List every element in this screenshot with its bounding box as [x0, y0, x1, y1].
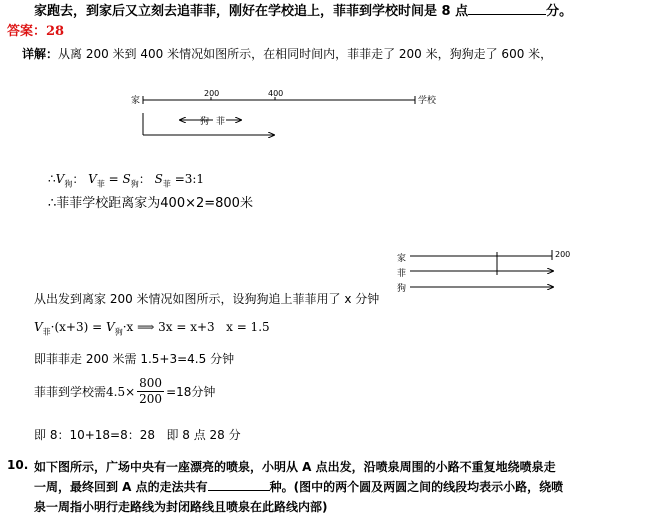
final-line [34, 426, 241, 443]
fraction-numerator: 800 [139, 376, 163, 390]
fig2-home-label: 家 [397, 254, 407, 264]
fig1-fei-label: 菲 [216, 117, 226, 127]
fig1-dog-label: 狗 [200, 117, 210, 127]
answer-label: 答案： [7, 24, 47, 39]
fig1-tick-400: 400 [268, 89, 284, 98]
s-fei: S [154, 172, 163, 186]
fig2-fei-label: 菲 [397, 269, 407, 279]
distance-line: ∴菲菲学校距离家为400×2=800米 [48, 196, 253, 211]
fig1-home-label: 家 [131, 96, 141, 106]
problem10-line2 [34, 478, 563, 495]
fig1-tick-200: 200 [204, 89, 220, 98]
eq-mid: ·x ⟹ 3x = x+3 [122, 320, 215, 334]
eq-v-fei: V [34, 320, 43, 334]
problem10-blank [208, 478, 270, 491]
final-line-a: 即 8：10+18=8：28 [34, 428, 156, 442]
school-time-pre: 菲菲到学校需 [34, 385, 107, 399]
eq-v-dog: V [106, 320, 115, 334]
detail-label: 详解： [22, 47, 59, 61]
v-fei-sub: 菲 [96, 179, 105, 189]
ratio-colon-2: ： [138, 172, 151, 186]
problem10-line1: 如下图所示，广场中央有一座漂亮的喷泉，小明从 A 点出发，沿喷泉周围的小路不重复地绕喷泉走 [34, 460, 556, 474]
fig2-dog-label: 狗 [397, 284, 407, 294]
problem10-line2b: 种。(图中的两个圆及两圆之间的线段均表示小路，绕喷 [269, 480, 564, 494]
eq-solution: x = 1.5 [226, 320, 270, 334]
school-time-a: 4.5× [106, 384, 136, 399]
problem9-tail-unit: 分。 [546, 4, 573, 19]
fei-time-line: 即菲菲走 200 米需 1.5+3=4.5 分钟 [34, 352, 235, 366]
problem10-number: 10. [7, 458, 29, 472]
ratio-colon: ： [72, 172, 85, 186]
detail-text: 从离 200 米到 400 米情况如图所示，在相同时间内，菲菲走了 200 米，狗狗走了 600 米， [58, 47, 553, 61]
problem10-line2a: 一周，最终回到 A 点的走法共有 [34, 480, 208, 494]
school-time-line [34, 376, 215, 407]
eq-v-dog-sub: 狗 [114, 327, 123, 337]
eq-1: = [108, 172, 119, 186]
eq-2: = [174, 172, 185, 186]
school-time-fraction [137, 376, 164, 407]
from-start-line: 从出发到离家 200 米情况如图所示，设狗狗追上菲菲用了 x 分钟 [34, 292, 380, 306]
equation-line [34, 320, 270, 337]
s-dog: S [122, 172, 131, 186]
v-dog-sub: 狗 [64, 179, 73, 189]
ratio-line [48, 170, 204, 189]
school-time-post: =18分钟 [166, 385, 216, 399]
v-fei: V [88, 172, 97, 186]
fig1-school-label: 学校 [418, 96, 437, 106]
final-line-b: 即 8 点 28 分 [166, 428, 241, 442]
answer-value: 28 [46, 24, 65, 39]
fig2-tick-200: 200 [555, 250, 571, 259]
v-dog: V [55, 172, 65, 186]
problem9-tail-text: 家跑去，到家后又立刻去追菲菲，刚好在学校追上，菲菲到学校时间是 8 点 [34, 4, 469, 19]
eq-v-fei-sub: 菲 [42, 327, 51, 337]
problem10-line3: 泉一周指小明行走路线为封闭路线且喷泉在此路线内部) [34, 500, 328, 514]
therefore-symbol: ∴ [48, 172, 56, 186]
s-fei-sub: 菲 [162, 179, 171, 189]
fraction-denominator: 200 [139, 392, 163, 406]
ratio-result: 3:1 [184, 172, 205, 186]
s-dog-sub: 狗 [130, 179, 139, 189]
eq-lhs: ·(x+3) = [50, 320, 103, 334]
